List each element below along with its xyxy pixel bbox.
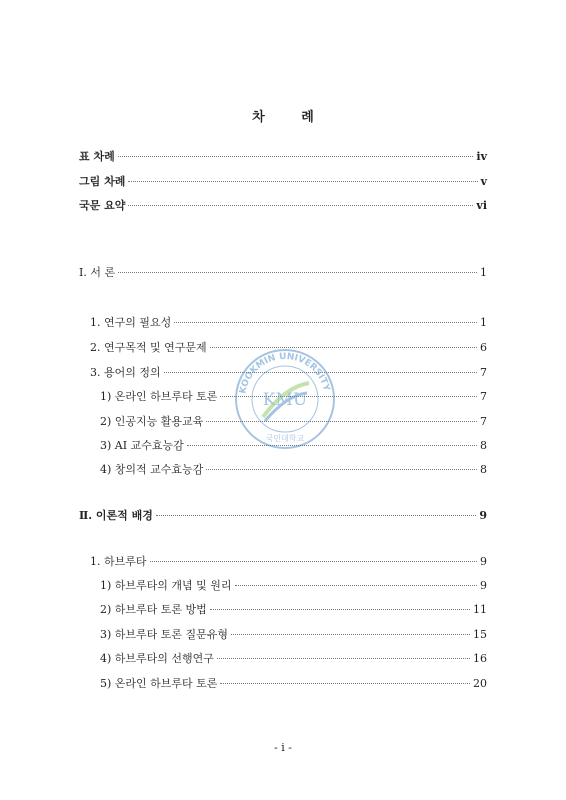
toc-entry-page: 9 [480, 555, 487, 568]
dot-leader [156, 515, 476, 516]
toc-entry-page: 7 [480, 366, 487, 379]
university-seal-watermark [233, 347, 337, 451]
toc-entry-label: 3) 하브루타 토론 질문유형 [100, 628, 229, 641]
toc-entry-page: 1 [480, 266, 487, 279]
dot-leader [118, 156, 474, 157]
toc-entry-label: 4) 창의적 교수효능감 [100, 463, 204, 476]
toc-subsection[interactable] [100, 650, 487, 666]
dot-leader [118, 272, 477, 273]
toc-section[interactable] [90, 314, 487, 330]
toc-chapter-2[interactable] [79, 507, 487, 523]
toc-entry-page: 1 [480, 316, 487, 329]
dot-leader [150, 561, 478, 562]
dot-leader [217, 658, 470, 659]
toc-entry-label: 1) 하브루타의 개념 및 원리 [100, 579, 232, 592]
dot-leader [128, 205, 473, 206]
toc-entry-label: 2. 연구목적 및 연구문제 [90, 341, 207, 354]
toc-entry-list-of-tables[interactable] [79, 148, 487, 164]
dot-leader [220, 683, 470, 684]
toc-subsection[interactable] [100, 461, 487, 477]
toc-entry-label: 2) 인공지능 활용교육 [100, 415, 204, 428]
toc-subsection[interactable] [100, 675, 487, 691]
toc-entry-label: 3. 용어의 정의 [90, 366, 161, 379]
toc-entry-label: 2) 하브루타 토론 방법 [100, 603, 207, 616]
toc-entry-label: 1. 연구의 필요성 [90, 316, 172, 329]
toc-chapter-1[interactable] [79, 264, 487, 280]
toc-entry-page: 8 [480, 439, 487, 452]
toc-entry-label: Ⅱ. 이론적 배경 [79, 509, 153, 522]
toc-entry-page: iv [476, 150, 487, 163]
toc-entry-label: 3) AI 교수효능감 [100, 439, 184, 452]
toc-title: 차 례 [252, 110, 330, 125]
toc-entry-label: 표 차례 [79, 150, 115, 163]
toc-entry-page: vi [476, 199, 487, 212]
toc-entry-page: 6 [480, 341, 487, 354]
dot-leader [231, 634, 470, 635]
page-number: - i - [274, 741, 292, 754]
toc-entry-label: Ⅰ. 서 론 [79, 266, 116, 279]
dot-leader [235, 585, 477, 586]
toc-section[interactable] [90, 553, 487, 569]
toc-subsection[interactable] [100, 626, 487, 642]
toc-entry-page: 9 [480, 579, 487, 592]
toc-entry-label: 4) 하브루타의 선행연구 [100, 652, 214, 665]
toc-entry-korean-abstract[interactable] [79, 197, 487, 213]
toc-entry-page: 7 [480, 415, 487, 428]
toc-entry-label: 국문 요약 [79, 199, 126, 212]
toc-entry-page: 20 [473, 677, 487, 690]
toc-entry-page: v [480, 175, 487, 188]
toc-subsection[interactable] [100, 577, 487, 593]
seal-bottom-text: 국민대학교 [265, 434, 305, 443]
toc-entry-page: 15 [473, 628, 487, 641]
toc-entry-label: 1) 온라인 하브루타 토론 [100, 390, 218, 403]
toc-entry-label: 5) 온라인 하브루타 토론 [100, 677, 218, 690]
toc-entry-list-of-figures[interactable] [79, 173, 487, 189]
toc-entry-page: 9 [479, 509, 487, 522]
dot-leader [174, 322, 477, 323]
toc-entry-label: 1. 하브루타 [90, 555, 147, 568]
toc-entry-page: 7 [480, 390, 487, 403]
toc-entry-page: 16 [473, 652, 487, 665]
toc-entry-label: 그림 차례 [79, 175, 126, 188]
dot-leader [210, 609, 470, 610]
seal-ring-text: KOOKMIN UNIVERSITY [238, 351, 332, 395]
dot-leader [128, 181, 477, 182]
seal-kmu-text: KMU [262, 390, 308, 410]
toc-entry-page: 11 [473, 603, 487, 616]
toc-subsection[interactable] [100, 601, 487, 617]
dot-leader [206, 469, 477, 470]
toc-entry-page: 8 [480, 463, 487, 476]
